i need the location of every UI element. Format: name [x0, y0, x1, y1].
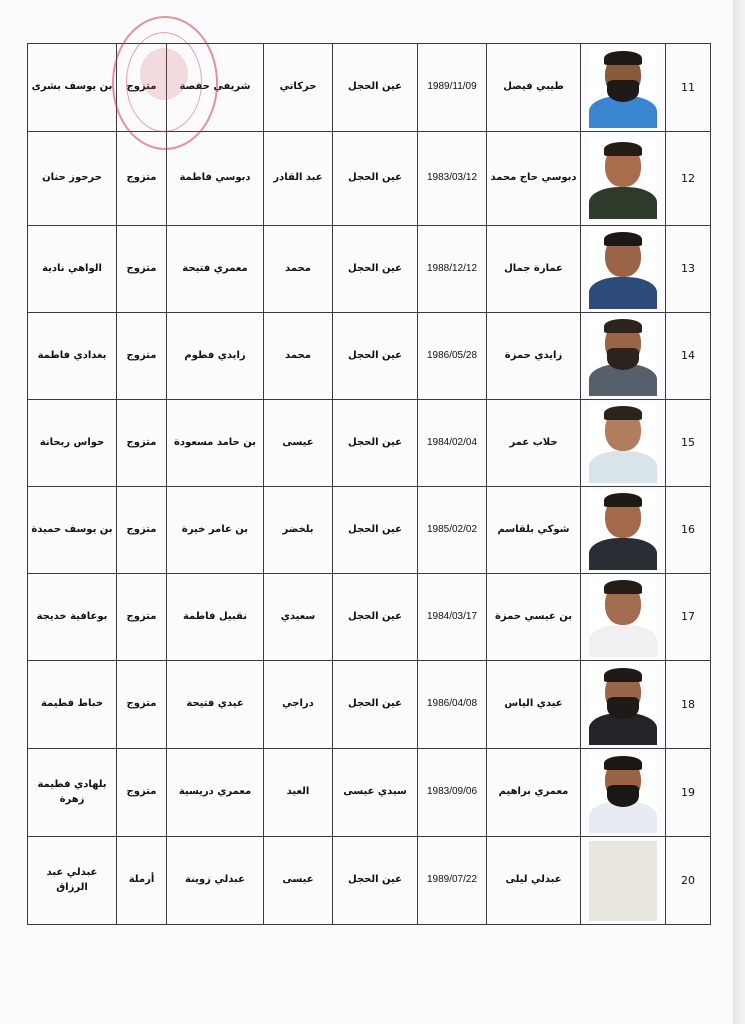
mother-name: بن عامر خيرة	[167, 487, 264, 574]
table-row	[28, 400, 711, 487]
roster-body	[28, 44, 711, 925]
person-name: حلاب عمر	[487, 400, 581, 487]
mother-name: دبوسي فاطمة	[167, 132, 264, 226]
spouse-name: حواس ريحانة	[28, 400, 117, 487]
roster-table	[27, 43, 711, 925]
birth-date: 1983/09/06	[418, 749, 487, 837]
photo-cell	[581, 661, 666, 749]
table-row	[28, 313, 711, 400]
mother-name: شريفي حفصة	[167, 44, 264, 132]
birth-date: 1984/02/04	[418, 400, 487, 487]
photo-cell	[581, 487, 666, 574]
marital-status: أرملة	[117, 837, 167, 925]
person-name: شوكي بلقاسم	[487, 487, 581, 574]
father-name: عبد القادر	[264, 132, 333, 226]
photo-cell	[581, 574, 666, 661]
person-photo	[589, 490, 657, 570]
photo-cell	[581, 313, 666, 400]
father-name: محمد	[264, 226, 333, 313]
row-number: 16	[666, 487, 711, 574]
father-name: دراجي	[264, 661, 333, 749]
marital-status: متزوج	[117, 44, 167, 132]
spouse-name: بن يوسف بشرى	[28, 44, 117, 132]
photo-cell	[581, 132, 666, 226]
table-row	[28, 44, 711, 132]
person-name: دبوسي حاج محمد	[487, 132, 581, 226]
father-name: عيسى	[264, 400, 333, 487]
person-photo	[589, 841, 657, 921]
row-number: 18	[666, 661, 711, 749]
birth-date: 1985/02/02	[418, 487, 487, 574]
marital-status: متزوج	[117, 487, 167, 574]
mother-name: معمري دريسية	[167, 749, 264, 837]
row-number: 11	[666, 44, 711, 132]
mother-name: بن حامد مسعودة	[167, 400, 264, 487]
person-name: معمري براهيم	[487, 749, 581, 837]
birth-date: 1988/12/12	[418, 226, 487, 313]
birth-place: عين الحجل	[333, 487, 418, 574]
mother-name: زايدي فطوم	[167, 313, 264, 400]
spouse-name: الواهي نادية	[28, 226, 117, 313]
photo-cell	[581, 226, 666, 313]
person-photo	[589, 316, 657, 396]
marital-status: متزوج	[117, 400, 167, 487]
birth-date: 1986/04/08	[418, 661, 487, 749]
marital-status: متزوج	[117, 226, 167, 313]
father-name: العيد	[264, 749, 333, 837]
birth-place: عين الحجل	[333, 574, 418, 661]
mother-name: نقبيل فاطمة	[167, 574, 264, 661]
table-row	[28, 749, 711, 837]
marital-status: متزوج	[117, 574, 167, 661]
birth-place: سيدي عيسى	[333, 749, 418, 837]
marital-status: متزوج	[117, 132, 167, 226]
row-number: 20	[666, 837, 711, 925]
birth-place: عين الحجل	[333, 661, 418, 749]
mother-name: معمري فتيحة	[167, 226, 264, 313]
person-name: طيبي فيصل	[487, 44, 581, 132]
table-row	[28, 661, 711, 749]
photo-cell	[581, 837, 666, 925]
row-number: 14	[666, 313, 711, 400]
person-name: عيدي الياس	[487, 661, 581, 749]
person-name: زايدي حمزة	[487, 313, 581, 400]
spouse-name: بوعافية خديجة	[28, 574, 117, 661]
table-row	[28, 487, 711, 574]
person-photo	[589, 403, 657, 483]
row-number: 15	[666, 400, 711, 487]
photo-cell	[581, 749, 666, 837]
spouse-name: خباط فطيمة	[28, 661, 117, 749]
person-photo	[589, 139, 657, 219]
person-name: عمارة جمال	[487, 226, 581, 313]
spouse-name: عبدلي عبد الرزاق	[28, 837, 117, 925]
photo-cell	[581, 44, 666, 132]
spouse-name: بن يوسف حميدة	[28, 487, 117, 574]
birth-place: عين الحجل	[333, 400, 418, 487]
table-row	[28, 226, 711, 313]
table-row	[28, 574, 711, 661]
table-row	[28, 837, 711, 925]
birth-date: 1989/11/09	[418, 44, 487, 132]
row-number: 17	[666, 574, 711, 661]
person-photo	[589, 229, 657, 309]
father-name: عيسى	[264, 837, 333, 925]
row-number: 19	[666, 749, 711, 837]
marital-status: متزوج	[117, 313, 167, 400]
spouse-name: بغدادي فاطمة	[28, 313, 117, 400]
table-row	[28, 132, 711, 226]
photo-cell	[581, 400, 666, 487]
birth-place: عين الحجل	[333, 313, 418, 400]
person-photo	[589, 753, 657, 833]
birth-place: عين الحجل	[333, 226, 418, 313]
birth-place: عين الحجل	[333, 44, 418, 132]
person-photo	[589, 48, 657, 128]
birth-date: 1983/03/12	[418, 132, 487, 226]
spouse-name: بلهادي فطيمة زهرة	[28, 749, 117, 837]
row-number: 13	[666, 226, 711, 313]
person-name: بن عيسي حمزة	[487, 574, 581, 661]
marital-status: متزوج	[117, 661, 167, 749]
father-name: حركاتي	[264, 44, 333, 132]
father-name: سعيدي	[264, 574, 333, 661]
marital-status: متزوج	[117, 749, 167, 837]
mother-name: عبدلي زوينة	[167, 837, 264, 925]
father-name: محمد	[264, 313, 333, 400]
mother-name: عيدي فتيحة	[167, 661, 264, 749]
person-name: عبدلي ليلى	[487, 837, 581, 925]
birth-date: 1984/03/17	[418, 574, 487, 661]
birth-place: عين الحجل	[333, 837, 418, 925]
father-name: بلخضر	[264, 487, 333, 574]
row-number: 12	[666, 132, 711, 226]
page-edge-shadow	[733, 0, 745, 1024]
person-photo	[589, 577, 657, 657]
spouse-name: حرحوز حنان	[28, 132, 117, 226]
person-photo	[589, 665, 657, 745]
birth-date: 1989/07/22	[418, 837, 487, 925]
birth-date: 1986/05/28	[418, 313, 487, 400]
birth-place: عين الحجل	[333, 132, 418, 226]
